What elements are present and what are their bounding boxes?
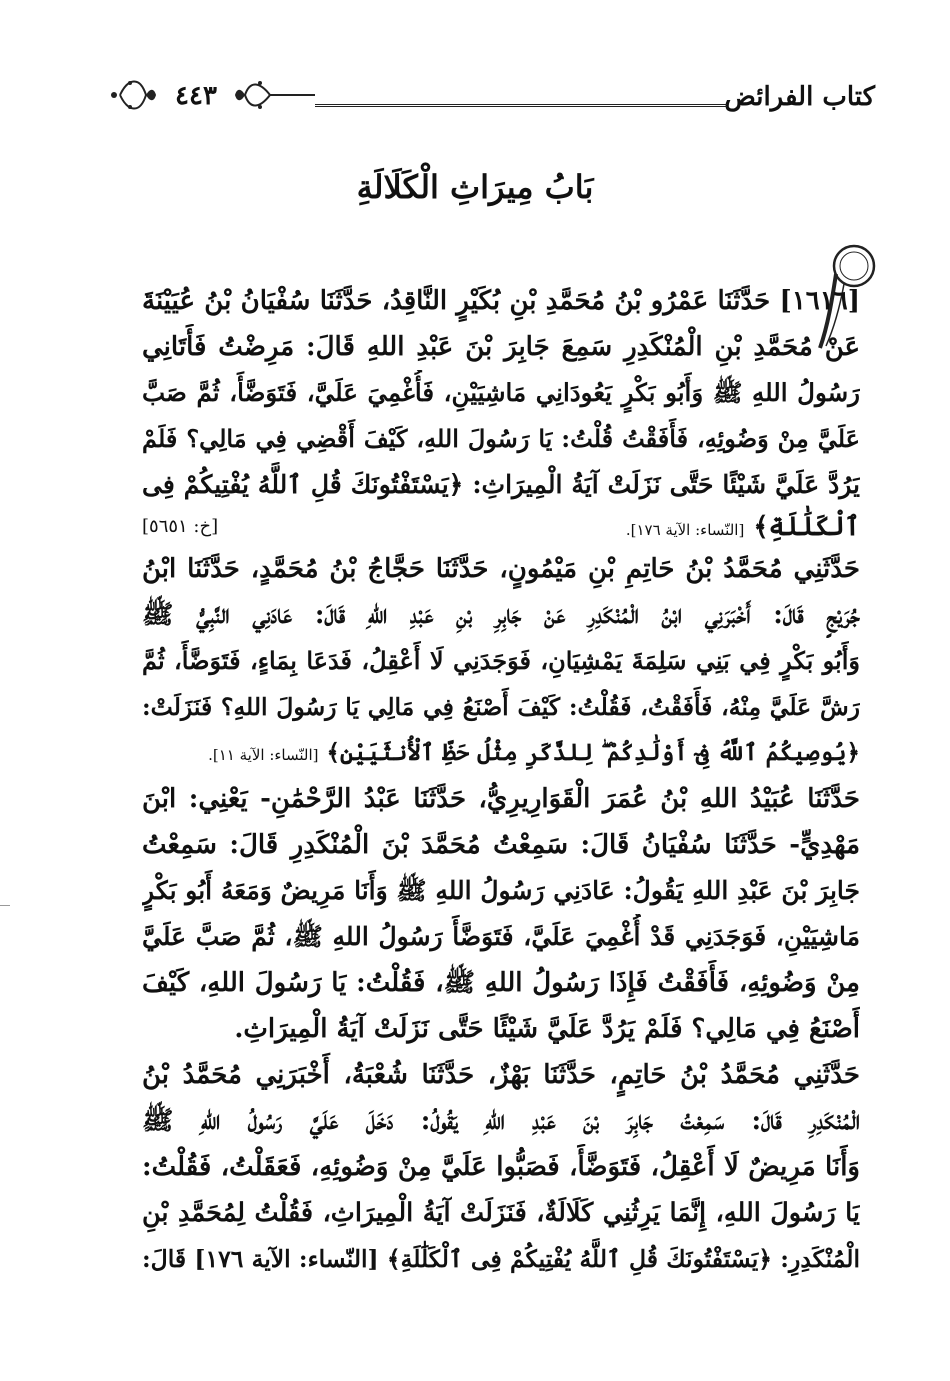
text-line: يَا رَسُولَ اللهِ، إِنَّمَا يَرِثُنِي كَلَالَةٌ، فَنَزَلَتْ آيَةُ الْمِيرَاثِ، فَقُلْتُ لِمُحَمَّدِ بْنِ <box>142 1198 860 1228</box>
hadith-1616 <box>142 278 860 546</box>
narration-3 <box>142 776 860 1052</box>
verse-citation: [النّساء: الآية ١١]. <box>208 746 319 764</box>
verse-text: ﴿يُوصِيكُمُ ٱللَّهُ فِىٓ أَوْلَٰدِكُمْ ۖ لِلذَّكَرِ مِثْلُ حَظِّ ٱلْأُنثَيَيْنِ﴾ <box>326 739 860 766</box>
text-line: رَشَّ عَلَيَّ مِنْهُ، فَأَفَقْتُ، فَقُلْتُ: كَيْفَ أَصْنَعُ فِي مَالِي يَا رَسُولَ اللهِ؟ فَنَزَلَتْ: <box>142 693 860 721</box>
text-line: رَسُولُ اللهِ ﷺ وَأَبُو بَكْرٍ يَعُودَانِي مَاشِيَيْنِ، فَأُغْمِيَ عَلَيَّ، فَتَوَضَّأَ، ثُمَّ صَبَّ <box>142 378 860 407</box>
verse-citation: [النّساء: الآية ١٧٦]. <box>625 521 745 539</box>
verse-end: ٱلْكَلَٰلَةِ﴾ <box>753 512 860 542</box>
book-title: كتاب الفرائض <box>724 82 875 112</box>
page-header <box>100 70 875 120</box>
source-reference: [خ: ٥٦٥١] <box>142 516 219 537</box>
verse-reference-row <box>142 508 860 546</box>
text-line: [١٦١٦] حَدَّثَنَا عَمْرُو بْنُ مُحَمَّدِ بْنِ بُكَيْرٍ النَّاقِدُ، حَدَّثَنَا سُفْيَانُ بْنُ عُيَيْنَةَ <box>142 286 860 316</box>
chapter-title: بَابُ مِيرَاثِ الْكَلَالَةِ <box>356 168 594 206</box>
text-line: مِنْ وَضُوئِهِ، فَأَفَقْتُ فَإِذَا رَسُولُ اللهِ ﷺ، فَقُلْتُ: يَا رَسُولَ اللهِ، كَيْفَ <box>142 968 860 998</box>
text-line: وَأَبُو بَكْرٍ فِي بَنِي سَلِمَةَ يَمْشِيَانِ، فَوَجَدَنِي لَا أَعْقِلُ، فَدَعَا بِمَاءٍ، فَتَوَضَّأَ، ثُمَّ <box>142 646 860 675</box>
text-line: الْمُنْكَدِرِ قَالَ: سَمِعْتُ جَابِرَ بْنَ عَبْدِ اللهِ يَقُولُ: دَخَلَ عَلَيَّ رَسُولُ اللهِ ﷺ <box>142 1106 860 1136</box>
narration-4 <box>142 1052 860 1282</box>
header-rule <box>315 104 727 107</box>
text-line: مَهْدِيٍّ- حَدَّثَنَا سُفْيَانُ قَالَ: سَمِعْتُ مُحَمَّدَ بْنَ الْمُنْكَدِرِ قَالَ: سَمِعْتُ <box>142 830 860 860</box>
text-line: عَنْ مُحَمَّدِ بْنِ الْمُنْكَدِرِ سَمِعَ جَابِرَ بْنَ عَبْدِ اللهِ قَالَ: مَرِضْتُ فَأَتَانِي <box>142 332 860 362</box>
text-line: أَصْنَعُ فِي مَالِي؟ فَلَمْ يَرُدَّ عَلَيَّ شَيْئًا حَتَّى نَزَلَتْ آيَةُ الْمِيرَاثِ. <box>234 1014 860 1044</box>
margin-mark <box>0 905 10 906</box>
text-line: عَلَيَّ مِنْ وَضُوئِهِ، فَأَفَقْتُ قُلْتُ: يَا رَسُولَ اللهِ، كَيْفَ أَقْضِي فِي مَالِي؟ فَلَمْ <box>142 424 860 453</box>
text-line: جُرَيْجٍ قَالَ: أَخْبَرَنِي ابْنُ الْمُنْكَدِرِ عَنْ جَابِرِ بْنِ عَبْدِ اللهِ قَالَ: عَادَنِي النَّبِيُّ ﷺ <box>142 600 860 630</box>
verse-line <box>142 730 860 776</box>
text-line: حَدَّثَنِي مُحَمَّدُ بْنُ حَاتِمِ بْنِ مَيْمُونٍ، حَدَّثَنَا حَجَّاجُ بْنُ مُحَمَّدٍ، حَدَّثَنَا ابْنُ <box>142 554 860 584</box>
page-number: ٤٤٣ <box>175 81 217 111</box>
text-line: حَدَّثَنَا عُبَيْدُ اللهِ بْنُ عُمَرَ الْقَوَارِيرِيُّ، حَدَّثَنَا عَبْدُ الرَّحْمَٰنِ- يَعْنِي: ابْنَ <box>142 784 860 814</box>
text-line: وَأَنَا مَرِيضٌ لَا أَعْقِلُ، فَتَوَضَّأَ، فَصَبُّوا عَلَيَّ مِنْ وَضُوئِهِ، فَعَقَلْتُ، فَقُلْتُ: <box>142 1152 860 1182</box>
text-line: مَاشِيَيْنِ، فَوَجَدَنِي قَدْ أُغْمِيَ عَلَيَّ، فَتَوَضَّأَ رَسُولُ اللهِ ﷺ، ثُمَّ صَبَّ عَلَيَّ <box>142 922 860 951</box>
text-line: جَابِرَ بْنَ عَبْدِ اللهِ يَقُولُ: عَادَنِي رَسُولُ اللهِ ﷺ وَأَنَا مَرِيضٌ وَمَعَهُ أَبُو بَكْرٍ <box>142 876 860 905</box>
body-text <box>142 278 860 1282</box>
text-line: يَرُدَّ عَلَيَّ شَيْئًا حَتَّى نَزَلَتْ آيَةُ الْمِيرَاثِ: ﴿يَسْتَفْتُونَكَ قُلِ ٱللَّهُ يُفْتِيكُمْ فِى <box>142 470 860 499</box>
text-line: حَدَّثَنِي مُحَمَّدُ بْنُ حَاتِمٍ، حَدَّثَنَا بَهْزٌ، حَدَّثَنَا شُعْبَةُ، أَخْبَرَنِي مُحَمَّدُ بْنُ <box>142 1060 860 1090</box>
text-line: الْمُنْكَدِرِ: ﴿يَسْتَفْتُونَكَ قُلِ ٱللَّهُ يُفْتِيكُمْ فِى ٱلْكَلَٰلَةِ﴾ [النّساء: الآية ١٧٦] قَالَ: <box>142 1245 860 1273</box>
narration-2 <box>142 546 860 776</box>
